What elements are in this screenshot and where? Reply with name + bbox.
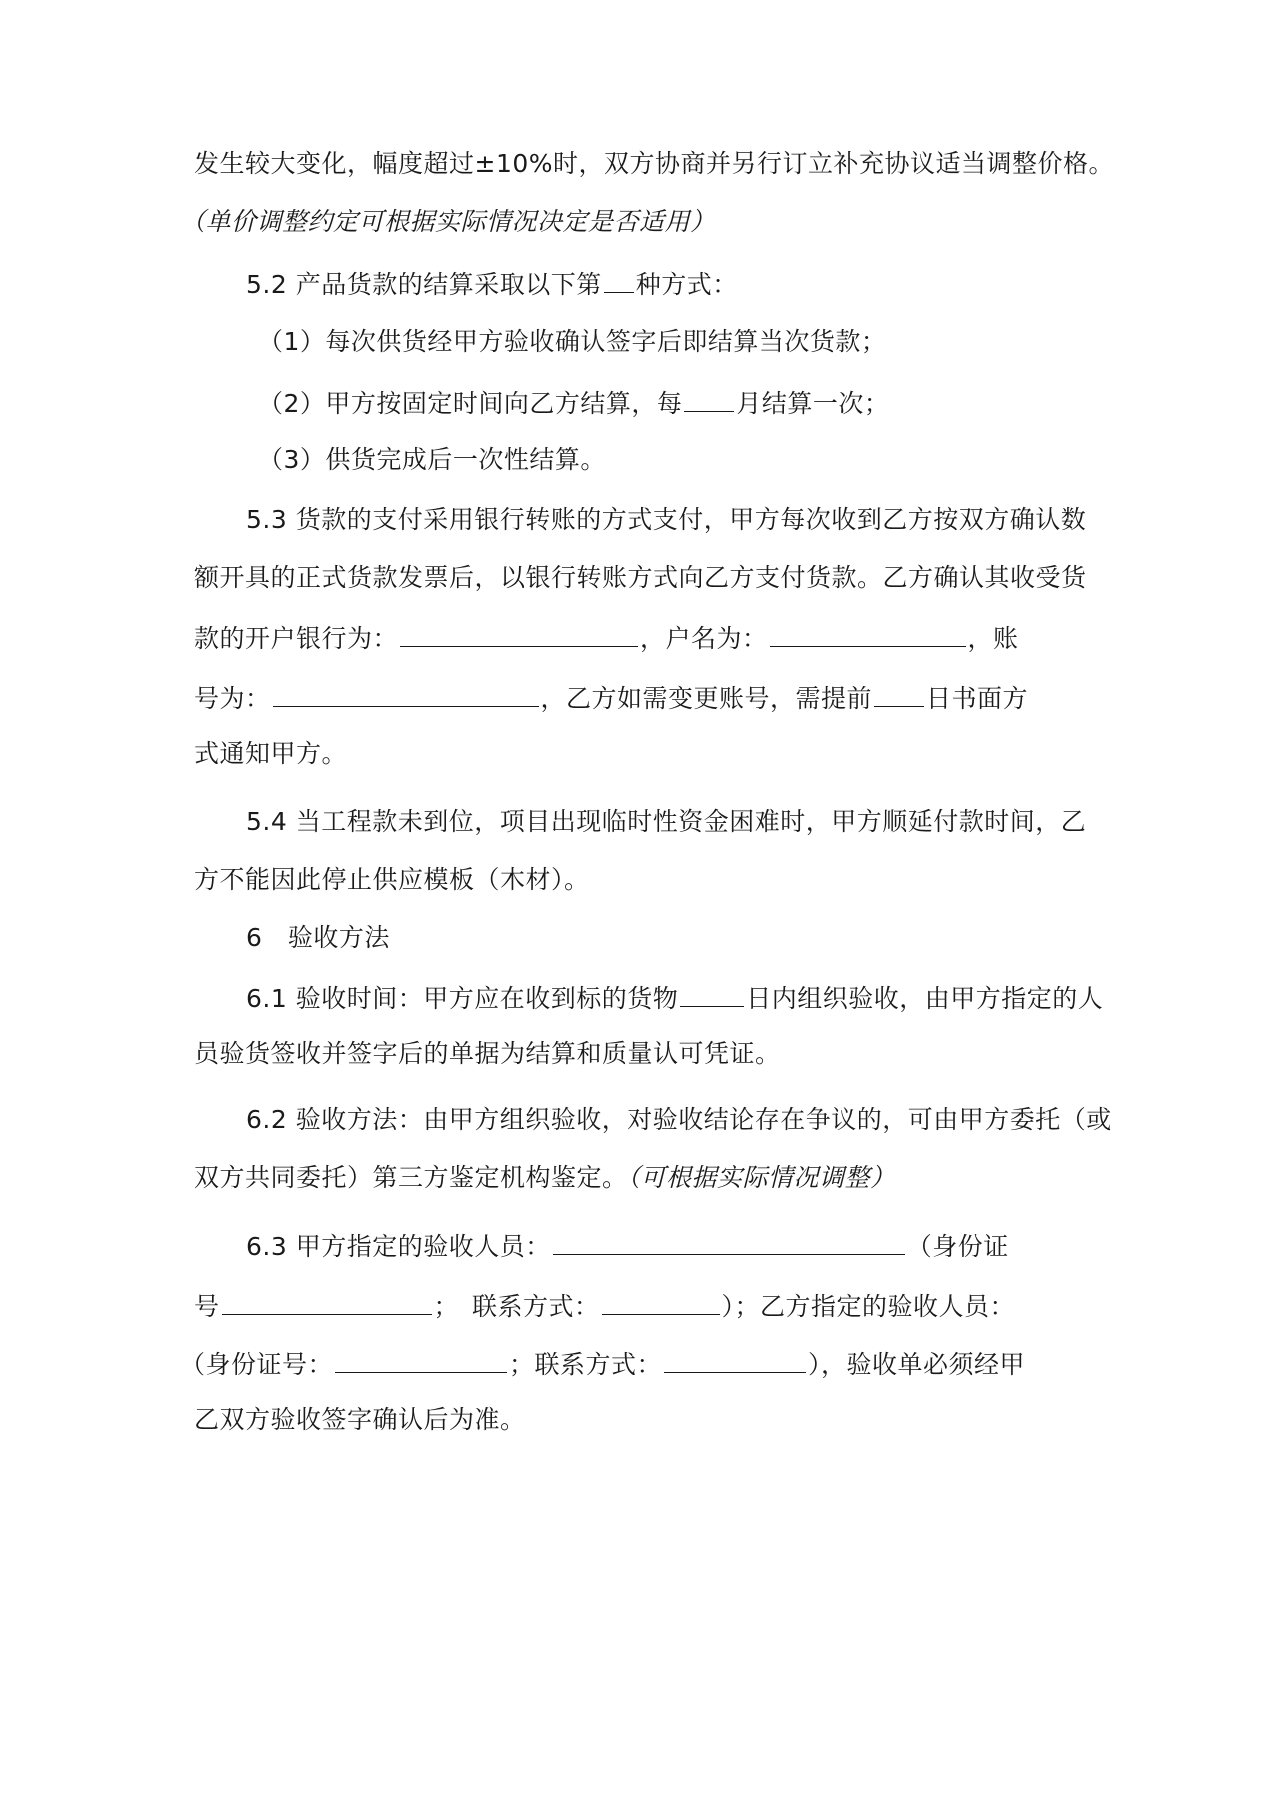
option-2	[258, 385, 889, 420]
clause-5-3-line5	[194, 738, 347, 770]
option-1	[258, 326, 886, 358]
clause-5-4-line1	[246, 806, 1086, 838]
paragraph-line	[194, 148, 1114, 180]
clause-5-2	[246, 266, 738, 301]
clause-5-3-line4	[194, 680, 1028, 715]
clause-6-3-line3	[180, 1346, 1025, 1381]
text: （单价调整约定可根据实际情况决定是否适用）	[180, 207, 716, 236]
text: 日内组织验收，由甲方指定的人	[746, 984, 1104, 1013]
text: （3）供货完成后一次性结算。	[258, 445, 606, 474]
text: ），验收单必须经甲	[808, 1350, 1026, 1379]
notice-days-field[interactable]	[874, 680, 924, 707]
text: 种方式：	[635, 270, 738, 299]
clause-5-4-line2	[194, 864, 590, 896]
clause-6-1-line1	[246, 980, 1103, 1015]
text: 方不能因此停止供应模板（木材）。	[194, 865, 590, 894]
text: 额开具的正式货款发票后，以银行转账方式向乙方支付货款。乙方确认其收受货	[194, 563, 1087, 592]
clause-6-3-line4	[194, 1404, 526, 1436]
text: 号	[194, 1292, 220, 1321]
text: 号为：	[194, 684, 271, 713]
text: ，户名为：	[640, 624, 768, 653]
text: ，乙方如需变更账号，需提前	[540, 684, 873, 713]
clause-5-3-line3	[194, 620, 1019, 655]
text: 发生较大变化，幅度超过±10%时，双方协商并另行订立补充协议适当调整价格。	[194, 149, 1115, 178]
text: 6 验收方法	[246, 923, 390, 952]
text: ，账	[967, 624, 1019, 653]
party-a-inspector-field[interactable]	[553, 1228, 905, 1255]
clause-6-3-line1	[246, 1228, 1009, 1263]
clause-6-3-line2	[194, 1288, 1015, 1323]
note-text: （可根据实际情况调整）	[627, 1163, 896, 1192]
text: 乙双方验收签字确认后为准。	[194, 1405, 526, 1434]
text: 6.3 甲方指定的验收人员：	[246, 1232, 551, 1261]
text: 员验货签收并签字后的单据为结算和质量认可凭证。	[194, 1039, 781, 1068]
option-3	[258, 444, 606, 476]
text: ）；乙方指定的验收人员：	[721, 1292, 1016, 1321]
party-b-id-field[interactable]	[335, 1346, 507, 1373]
clause-5-3-line1	[246, 504, 1086, 536]
note-line	[180, 206, 716, 238]
section-6-heading	[246, 922, 390, 954]
clause-6-2-line1	[246, 1104, 1112, 1136]
clause-6-1-line2	[194, 1038, 781, 1070]
text: （1）每次供货经甲方验收确认签字后即结算当次货款；	[258, 327, 887, 356]
text: 款的开户银行为：	[194, 624, 399, 653]
party-a-id-field[interactable]	[222, 1288, 432, 1315]
text: ；联系方式：	[509, 1350, 663, 1379]
clause-6-2-line2	[194, 1162, 896, 1194]
text: 5.3 货款的支付采用银行转账的方式支付，甲方每次收到乙方按双方确认数	[246, 505, 1087, 534]
text: 5.2 产品货款的结算采取以下第	[246, 270, 602, 299]
bank-name-field[interactable]	[400, 620, 638, 647]
party-a-contact-field[interactable]	[602, 1288, 720, 1315]
text: （2）甲方按固定时间向乙方结算，每	[258, 389, 683, 418]
text: （身份证	[906, 1232, 1009, 1261]
party-b-contact-field[interactable]	[664, 1346, 806, 1373]
account-number-field[interactable]	[273, 680, 539, 707]
text: 式通知甲方。	[194, 739, 348, 768]
text: ； 联系方式：	[433, 1292, 600, 1321]
clause-5-3-line2	[194, 562, 1087, 594]
text: 5.4 当工程款未到位，项目出现临时性资金困难时，甲方顺延付款时间，乙	[246, 807, 1087, 836]
blank-field[interactable]	[604, 266, 634, 293]
text: 6.2 验收方法：由甲方组织验收，对验收结论存在争议的，可由甲方委托（或	[246, 1105, 1112, 1134]
text: 6.1 验收时间：甲方应在收到标的货物	[246, 984, 679, 1013]
text: 日书面方	[926, 684, 1029, 713]
text: （身份证号：	[180, 1350, 334, 1379]
text: 月结算一次；	[736, 389, 890, 418]
text: 双方共同委托）第三方鉴定机构鉴定。	[194, 1163, 628, 1192]
account-name-field[interactable]	[770, 620, 966, 647]
acceptance-days-field[interactable]	[680, 980, 744, 1007]
blank-field[interactable]	[684, 385, 734, 412]
